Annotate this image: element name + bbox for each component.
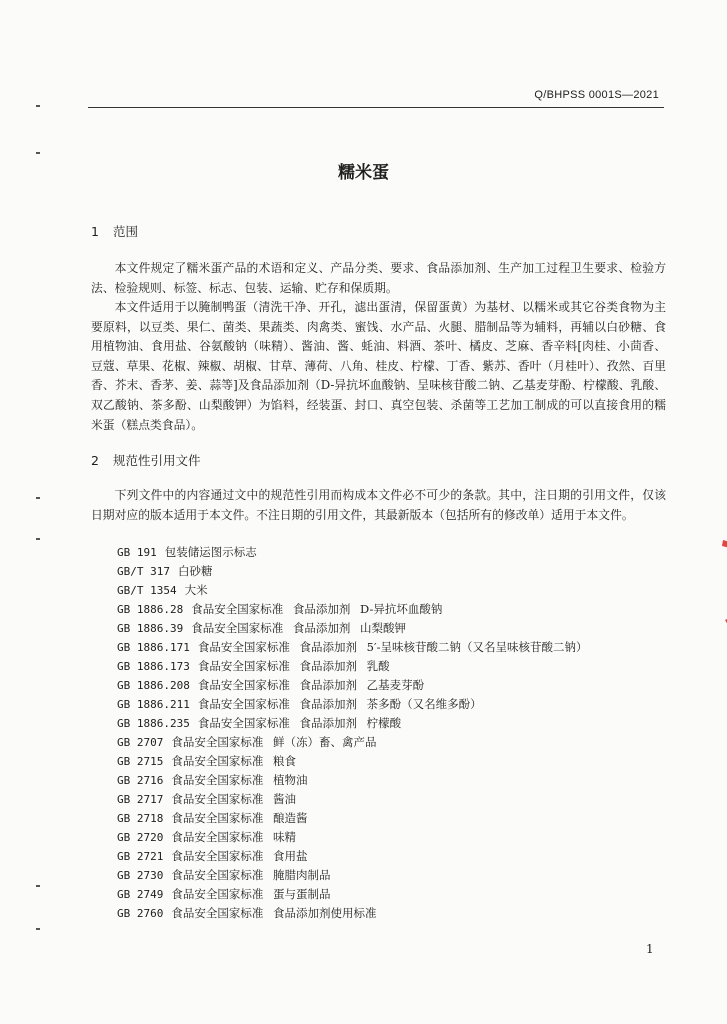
reference-title: 食品安全国家标准 食品添加剂 5′-呈味核苷酸二钠（又名呈味核苷酸二钠） xyxy=(197,640,588,654)
reference-title: 食品安全国家标准 食品添加剂 D-异抗坏血酸钠 xyxy=(191,602,443,616)
reference-item xyxy=(117,695,587,714)
reference-code: GB 2717 xyxy=(117,793,164,806)
page-number: 1 xyxy=(646,942,654,956)
reference-code: GB 1886.28 xyxy=(117,603,184,616)
reference-code: GB 2715 xyxy=(117,755,164,768)
reference-title: 食品安全国家标准 粮食 xyxy=(171,754,297,768)
reference-title: 食品安全国家标准 食品添加剂使用标准 xyxy=(171,906,377,920)
scope-paragraph-1: 本文件规定了糯米蛋产品的术语和定义、产品分类、要求、食品添加剂、生产加工过程卫生要求、检验方法、检验规则、标签、标志、包装、运输、贮存和保质期。 xyxy=(91,261,666,295)
reference-code: GB 2707 xyxy=(117,736,164,749)
reference-item xyxy=(117,600,587,619)
reference-item xyxy=(117,619,587,638)
reference-title: 包装储运图示标志 xyxy=(164,545,257,559)
reference-code: GB 2721 xyxy=(117,850,164,863)
section-number: 2 xyxy=(91,453,99,468)
reference-item xyxy=(117,904,587,923)
reference-item xyxy=(117,885,587,904)
document-title: 糯米蛋 xyxy=(338,163,389,183)
reference-item xyxy=(117,562,587,581)
reference-title: 食品安全国家标准 食品添加剂 乙基麦芽酚 xyxy=(197,678,425,692)
section-heading-normative-references xyxy=(91,451,201,469)
reference-code: GB 1886.171 xyxy=(117,641,190,654)
reference-code: GB 1886.39 xyxy=(117,622,184,635)
reference-item xyxy=(117,657,587,676)
section-title: 范围 xyxy=(113,224,139,239)
reference-item xyxy=(117,733,587,752)
reference-item xyxy=(117,752,587,771)
reference-code: GB 2716 xyxy=(117,774,164,787)
reference-item xyxy=(117,790,587,809)
reference-title: 食品安全国家标准 鲜（冻）畜、禽产品 xyxy=(171,735,377,749)
reference-title: 食品安全国家标准 食品添加剂 山梨酸钾 xyxy=(191,621,407,635)
reference-title: 食品安全国家标准 味精 xyxy=(171,830,297,844)
reference-title: 食品安全国家标准 植物油 xyxy=(171,773,308,787)
reference-title: 食品安全国家标准 食品添加剂 乳酸 xyxy=(197,659,390,673)
section-title: 规范性引用文件 xyxy=(113,453,201,468)
reference-code: GB 1886.173 xyxy=(117,660,190,673)
references-intro-paragraph: 下列文件中的内容通过文中的规范性引用而构成本文件必不可少的条款。其中，注日期的引用文件，仅该日期对应的版本适用于本文件。不注日期的引用文件，其最新版本（包括所有的修改单）适用于本文件。 xyxy=(91,488,666,522)
reference-code: GB 2730 xyxy=(117,869,164,882)
reference-item xyxy=(117,771,587,790)
header-rule xyxy=(88,107,664,108)
scan-mark xyxy=(36,885,40,887)
standard-code: Q/BHPSS 0001S—2021 xyxy=(534,89,659,101)
reference-item xyxy=(117,866,587,885)
section-number: 1 xyxy=(91,224,99,239)
red-seal-stamp-edge xyxy=(707,520,727,650)
reference-code: GB 191 xyxy=(117,546,157,559)
reference-code: GB 2720 xyxy=(117,831,164,844)
reference-title: 食品安全国家标准 酿造酱 xyxy=(171,811,308,825)
reference-title: 食品安全国家标准 食用盐 xyxy=(171,849,308,863)
reference-code: GB 1886.211 xyxy=(117,698,190,711)
reference-item xyxy=(117,543,587,562)
reference-item xyxy=(117,581,587,600)
seal-fragment xyxy=(722,540,727,549)
reference-code: GB 2718 xyxy=(117,812,164,825)
reference-title: 食品安全国家标准 食品添加剂 茶多酚（又名维多酚） xyxy=(197,697,482,711)
reference-title: 食品安全国家标准 食品添加剂 柠檬酸 xyxy=(197,716,402,730)
scan-mark xyxy=(36,538,40,540)
reference-code: GB 2749 xyxy=(117,888,164,901)
scan-mark xyxy=(36,152,40,154)
scope-paragraph-2: 本文件适用于以腌制鸭蛋（清洗干净、开孔，滤出蛋清，保留蛋黄）为基材、以糯米或其它谷类食物为主要原料，以豆类、果仁、菌类、果蔬类、肉禽类、蜜饯、水产品、火腿、腊制品等为辅料，再辅以白砂糖、食用植物油、食用盐、谷氨酸钠（味精）、酱油、酱、蚝油、料酒、茶叶、橘皮、芝麻、香辛料[肉桂、小茴香、豆蔻、草果、花椒、辣椒、胡椒、甘草、薄荷、八角、桂皮、柠檬、丁香、紫苏、香叶（月桂叶）、孜然、百里香、芥末、香茅、姜、蒜等]及食品添加剂（D-异抗坏血酸钠、呈味核苷酸二钠、乙基麦芽酚、柠檬酸、乳酸、双乙酸钠、茶多酚、山梨酸钾）为馅料，经装蛋、封口、真空包装、杀菌等工艺加工制成的可以直接食用的糯米蛋（糕点类食品）。 xyxy=(91,300,666,432)
reference-title: 食品安全国家标准 腌腊肉制品 xyxy=(171,868,331,882)
reference-list xyxy=(117,543,587,923)
scan-mark xyxy=(36,105,40,107)
reference-code: GB/T 317 xyxy=(117,565,170,578)
reference-title: 食品安全国家标准 酱油 xyxy=(171,792,297,806)
reference-code: GB 1886.235 xyxy=(117,717,190,730)
reference-item xyxy=(117,638,587,657)
reference-title: 大米 xyxy=(184,583,208,597)
reference-item xyxy=(117,828,587,847)
reference-title: 食品安全国家标准 蛋与蛋制品 xyxy=(171,887,331,901)
section-heading-scope xyxy=(91,222,138,240)
reference-code: GB/T 1354 xyxy=(117,584,177,597)
reference-item xyxy=(117,847,587,866)
reference-code: GB 2760 xyxy=(117,907,164,920)
scan-mark xyxy=(36,928,40,930)
reference-item xyxy=(117,676,587,695)
scan-mark xyxy=(36,497,40,499)
reference-item xyxy=(117,809,587,828)
reference-item xyxy=(117,714,587,733)
reference-title: 白砂糖 xyxy=(177,564,213,578)
reference-code: GB 1886.208 xyxy=(117,679,190,692)
